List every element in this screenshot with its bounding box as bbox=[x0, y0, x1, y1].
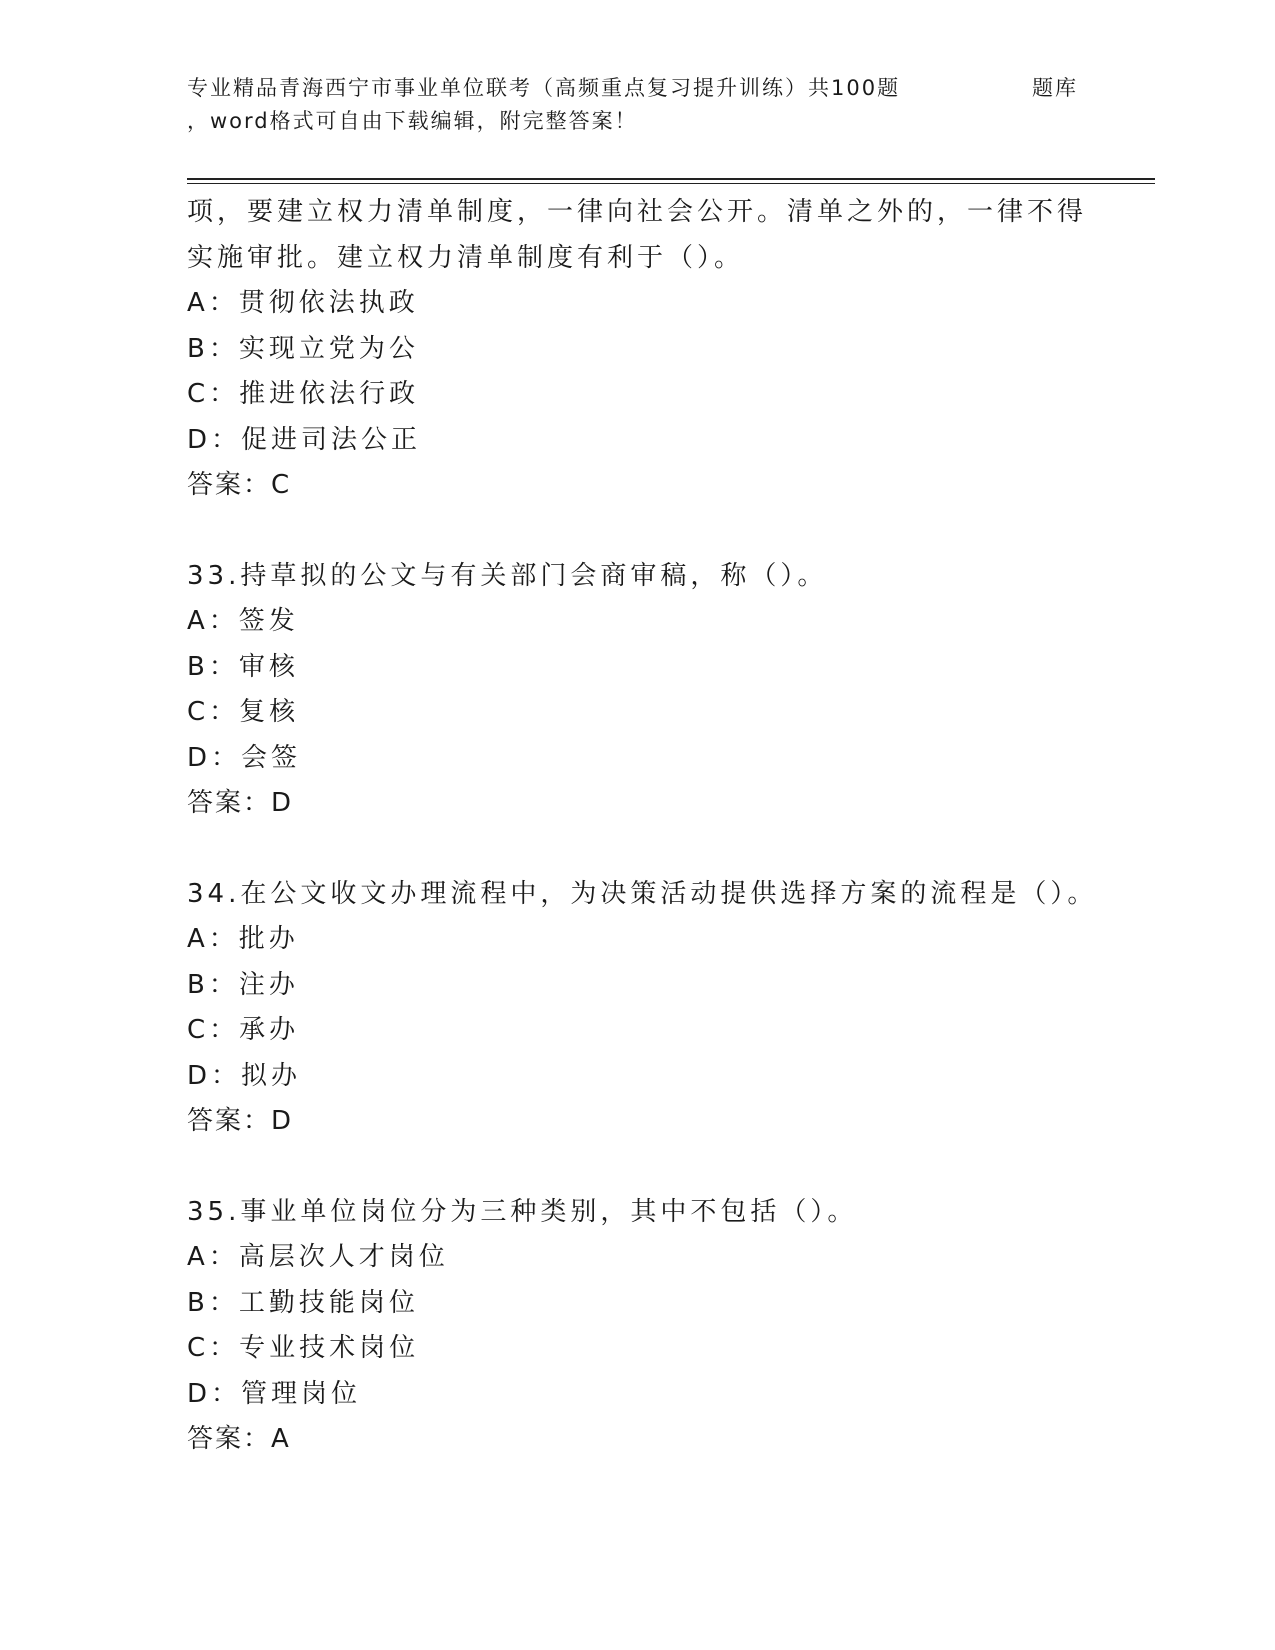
option-d: D：管理岗位 bbox=[187, 1378, 362, 1409]
answer-line: 答案：C bbox=[187, 470, 292, 500]
question-stem-line: 34.在公文收文办理流程中，为决策活动提供选择方案的流程是（）。 bbox=[187, 878, 1098, 909]
question-stem-line: 33.持草拟的公文与有关部门会商审稿，称（）。 bbox=[187, 560, 828, 591]
spacer bbox=[187, 827, 1147, 872]
option-a: A：签发 bbox=[187, 606, 299, 636]
question-block bbox=[187, 1190, 1147, 1463]
page-header bbox=[187, 72, 1087, 138]
option-c: C：专业技术岗位 bbox=[187, 1333, 420, 1363]
option-b: B：工勤技能岗位 bbox=[187, 1287, 419, 1318]
option-d: D：促进司法公正 bbox=[187, 424, 422, 455]
answer-line: 答案：D bbox=[187, 1106, 294, 1136]
option-b: B：注办 bbox=[187, 969, 299, 1000]
spacer bbox=[187, 1145, 1147, 1190]
question-stem-line: 35.事业单位岗位分为三种类别，其中不包括（）。 bbox=[187, 1196, 858, 1227]
option-a: A：贯彻依法执政 bbox=[187, 288, 419, 318]
header-subtitle: ，word格式可自由下载编辑，附完整答案！ bbox=[187, 109, 638, 133]
option-c: C：复核 bbox=[187, 697, 300, 727]
answer-line: 答案：A bbox=[187, 1424, 291, 1454]
spacer bbox=[187, 509, 1147, 554]
option-d: D：拟办 bbox=[187, 1060, 302, 1091]
header-title: 专业精品青海西宁市事业单位联考（高频重点复习提升训练）共100题 bbox=[187, 76, 901, 100]
option-c: C：承办 bbox=[187, 1015, 300, 1045]
option-a: A：批办 bbox=[187, 924, 299, 954]
option-b: B：实现立党为公 bbox=[187, 333, 419, 364]
question-block bbox=[187, 190, 1147, 509]
header-row bbox=[187, 72, 1087, 105]
answer-line: 答案：D bbox=[187, 788, 294, 818]
option-c: C：推进依法行政 bbox=[187, 379, 420, 409]
option-a: A：高层次人才岗位 bbox=[187, 1242, 449, 1272]
question-block bbox=[187, 554, 1147, 827]
question-block bbox=[187, 872, 1147, 1145]
question-stem-line: 项，要建立权力清单制度，一律向社会公开。清单之外的，一律不得 bbox=[187, 197, 1088, 227]
header-divider-thick bbox=[187, 178, 1155, 180]
question-list bbox=[187, 190, 1147, 1463]
header-divider-thin bbox=[187, 183, 1155, 184]
option-d: D：会签 bbox=[187, 742, 302, 773]
question-stem-line: 实施审批。建立权力清单制度有利于（）。 bbox=[187, 242, 745, 273]
option-b: B：审核 bbox=[187, 651, 299, 682]
header-tag: 题库 bbox=[1032, 76, 1078, 100]
